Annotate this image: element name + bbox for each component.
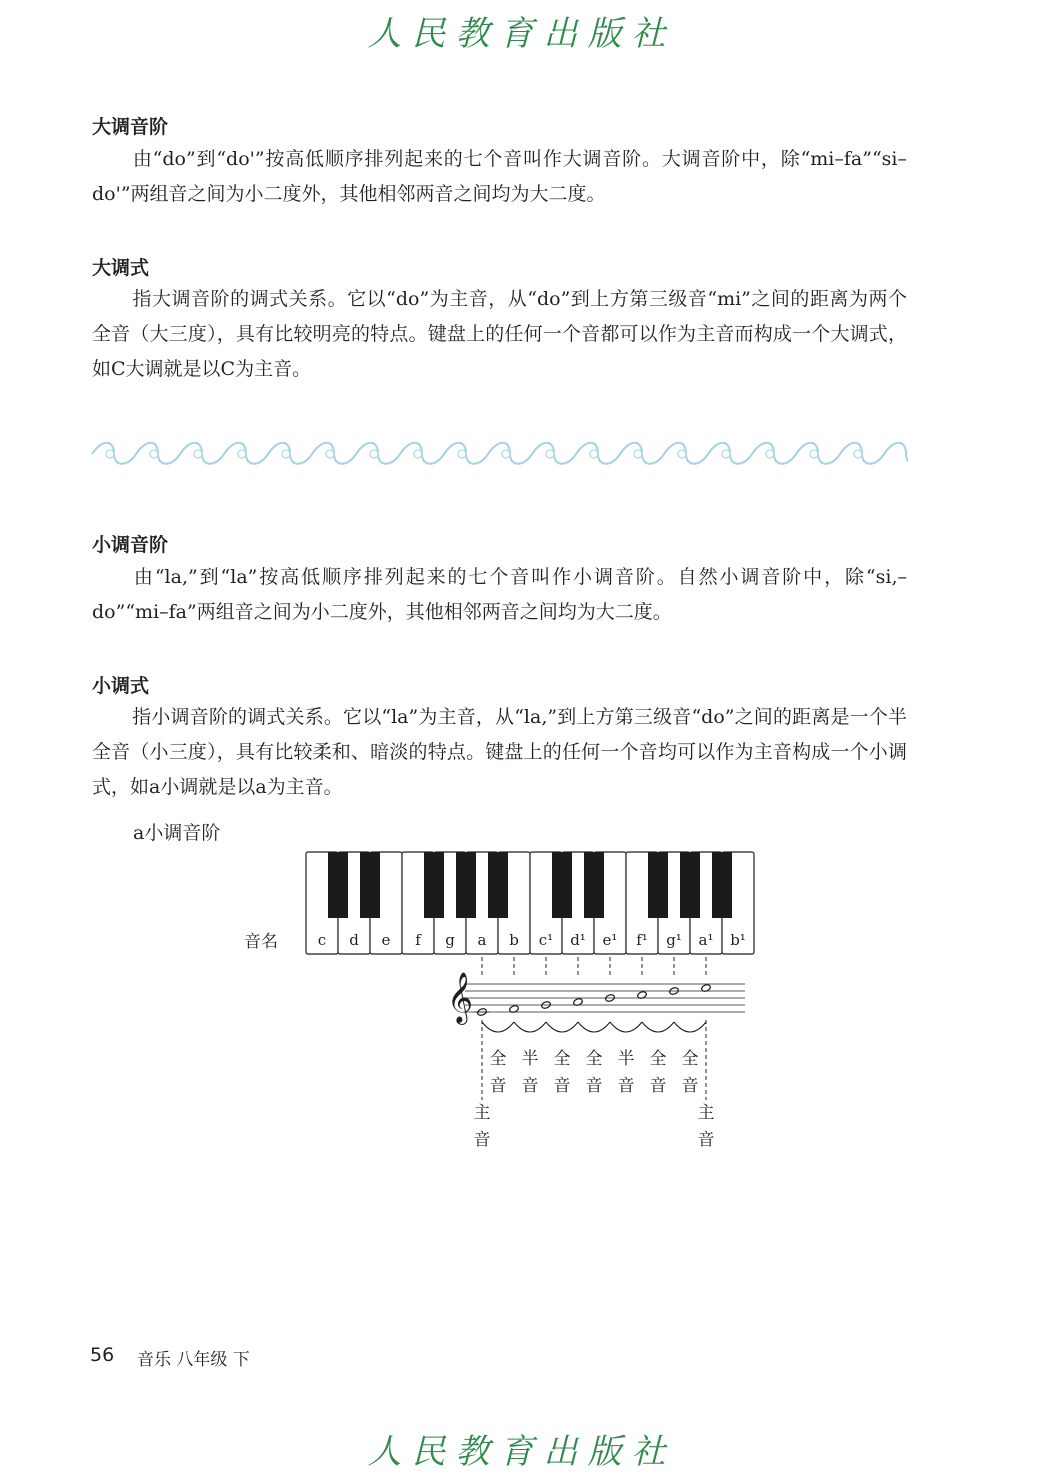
black-key (552, 852, 572, 918)
para-minor-mode-text: 指小调音阶的调式关系。它以“la”为主音，从“la,”到上方第三级音“do”之间的距离是一个半全音（小三度），具有比较柔和、暗淡的特点。键盘上的任何一个音均可以作为主音构成一个小调式，如a小调就是以a为主音。 (92, 706, 907, 798)
black-key (328, 852, 348, 918)
note-name-label: 音名 (244, 932, 278, 952)
interval-slur (546, 1022, 578, 1032)
black-key (648, 852, 668, 918)
interval-slur (482, 1022, 514, 1032)
interval-label: 音 (585, 1076, 603, 1096)
interval-label: 全 (553, 1049, 571, 1069)
para-major-scale-text: 由“do”到“do'”按高低顺序排列起来的七个音叫作大调音阶。大调音阶中，除“mi–fa”“si–do'”两组音之间为小二度外，其他相邻两音之间均为大二度。 (92, 148, 907, 205)
heading-major-mode: 大调式 (92, 257, 150, 279)
key-name-label: f (415, 931, 421, 949)
key-name-label: c¹ (538, 931, 554, 949)
black-key (584, 852, 604, 918)
key-name-label: a (477, 931, 487, 949)
key-name-label: d (349, 931, 359, 949)
black-key (360, 852, 380, 918)
key-name-label: d¹ (570, 931, 586, 949)
black-key (488, 852, 508, 918)
key-name-label: e¹ (602, 931, 618, 949)
interval-label: 全 (681, 1049, 699, 1069)
tonic-label: 音 (473, 1130, 491, 1150)
book-title: 音乐 八年级 下 (137, 1350, 250, 1370)
key-name-label: g (445, 931, 455, 949)
interval-slur (674, 1022, 706, 1032)
key-name-label: g¹ (666, 931, 682, 949)
treble-clef-icon: 𝄞 (447, 972, 474, 1023)
tonic-label: 主 (697, 1103, 715, 1123)
heading-minor-scale: 小调音阶 (92, 534, 169, 556)
interval-label: 全 (585, 1049, 603, 1069)
key-name-label: c (317, 931, 327, 949)
interval-slur (642, 1022, 674, 1032)
heading-minor-mode: 小调式 (92, 675, 150, 697)
para-major-mode-text: 指大调音阶的调式关系。它以“do”为主音，从“do”到上方第三级音“mi”之间的距离为两个全音（大三度），具有比较明亮的特点。键盘上的任何一个音都可以作为主音而构成一个大调式，如C大调就是以C为主音。 (92, 288, 907, 380)
interval-label: 全 (649, 1049, 667, 1069)
publisher-header: 人民教育出版社 (367, 14, 676, 54)
interval-label: 半 (521, 1049, 539, 1069)
figure-caption: a小调音阶 (133, 822, 221, 844)
interval-label: 音 (489, 1076, 507, 1096)
tonic-label: 主 (473, 1103, 491, 1123)
black-key (712, 852, 732, 918)
interval-label: 音 (521, 1076, 539, 1096)
publisher-footer: 人民教育出版社 (367, 1432, 676, 1472)
interval-label: 音 (617, 1076, 635, 1096)
interval-label: 音 (681, 1076, 699, 1096)
interval-label: 半 (617, 1049, 635, 1069)
interval-slur (578, 1022, 610, 1032)
interval-label: 音 (649, 1076, 667, 1096)
interval-label: 音 (553, 1076, 571, 1096)
interval-slur (514, 1022, 546, 1032)
para-minor-scale-text: 由“la,”到“la”按高低顺序排列起来的七个音叫作小调音阶。自然小调音阶中，除“si,–do”“mi–fa”两组音之间为小二度外，其他相邻两音之间均为大二度。 (92, 566, 907, 623)
key-name-label: b¹ (730, 931, 746, 949)
black-key (424, 852, 444, 918)
key-name-label: a¹ (698, 931, 714, 949)
key-name-label: b (509, 931, 519, 949)
page-number: 56 (90, 1344, 115, 1366)
tonic-label: 音 (697, 1130, 715, 1150)
key-name-label: e (381, 931, 391, 949)
black-key (456, 852, 476, 918)
heading-major-scale: 大调音阶 (92, 116, 169, 138)
interval-slur (610, 1022, 642, 1032)
key-name-label: f¹ (636, 931, 648, 949)
interval-label: 全 (489, 1049, 507, 1069)
black-key (680, 852, 700, 918)
